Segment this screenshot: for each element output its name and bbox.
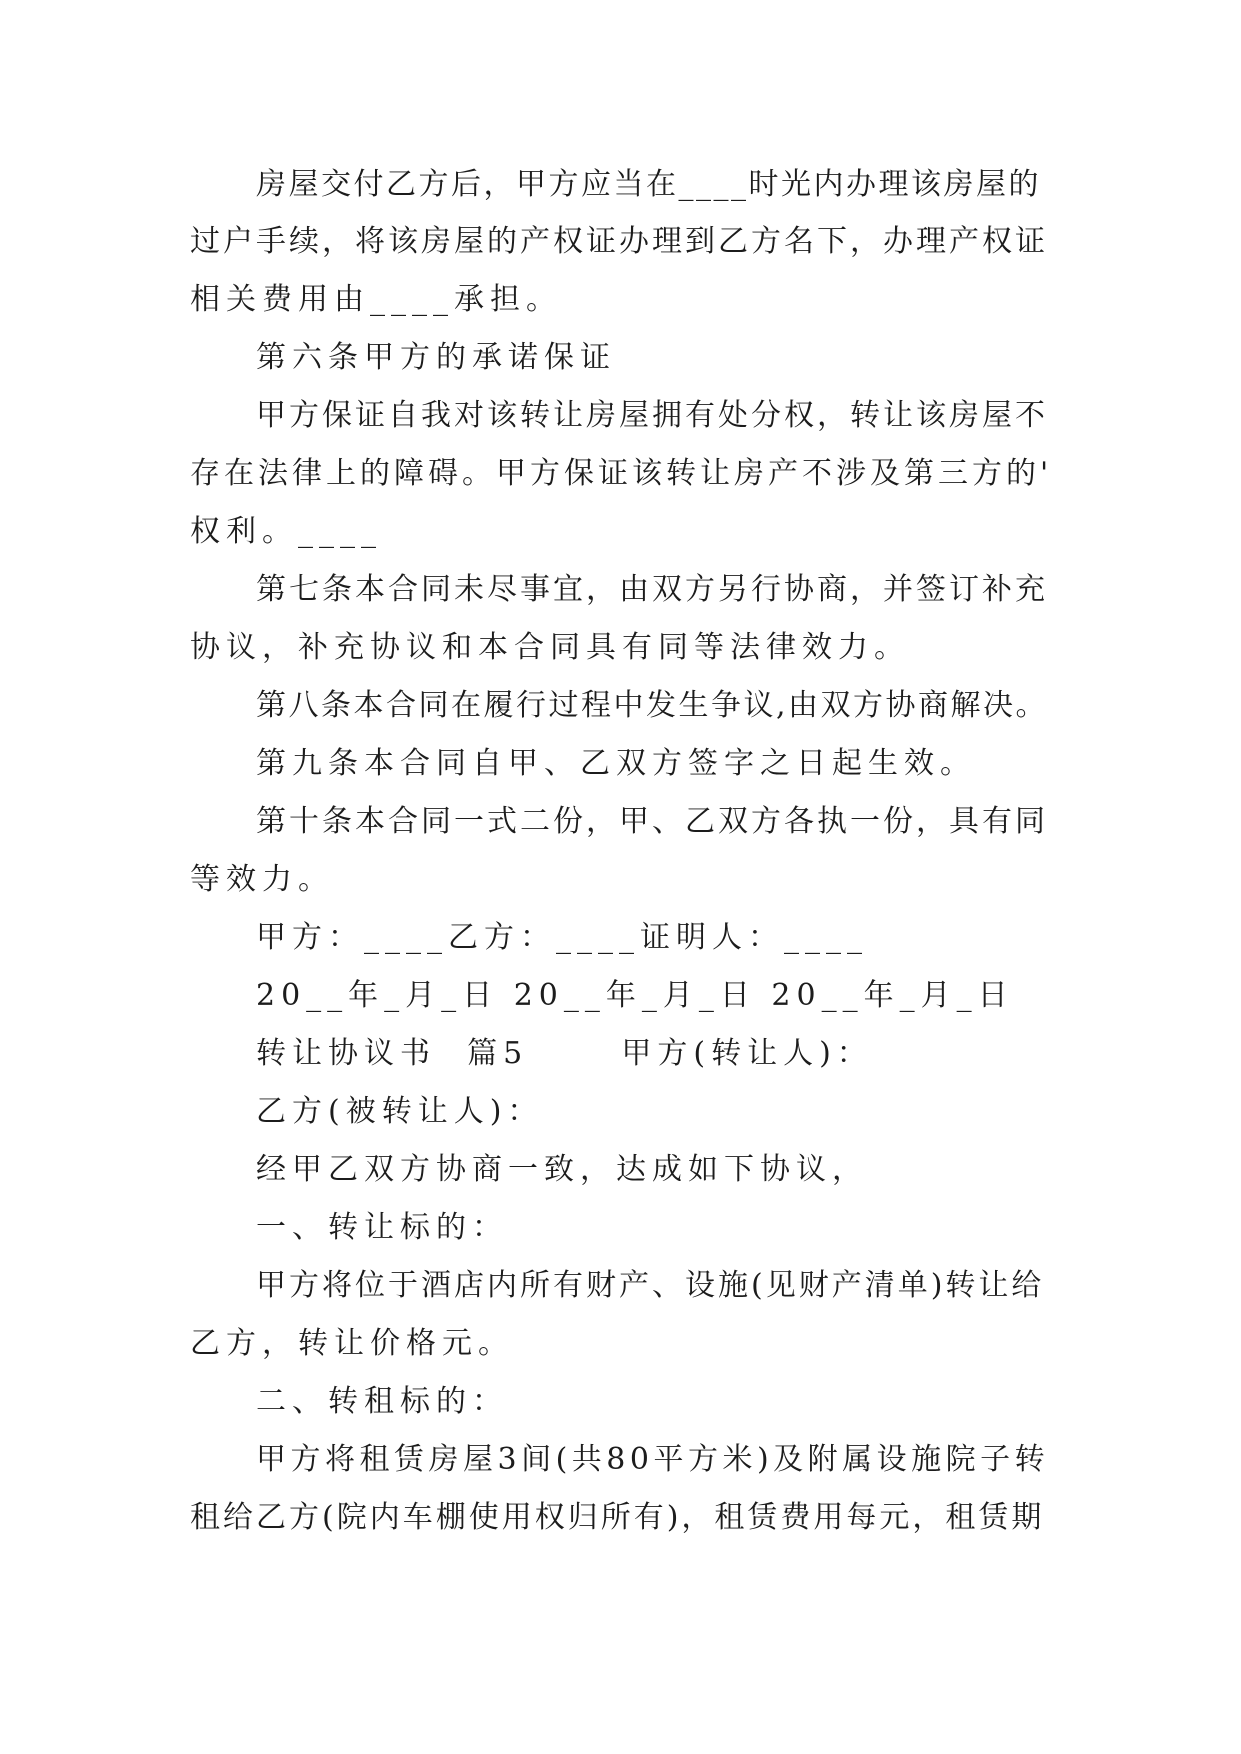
- paragraph-line: 第七条本合同未尽事宜，由双方另行协商，并签订补充: [256, 572, 1048, 607]
- paragraph-line: 甲方保证自我对该转让房屋拥有处分权，转让该房屋不: [256, 398, 1048, 433]
- paragraph-line: 甲方将租赁房屋3间(共80平方米)及附属设施院子转: [256, 1442, 1050, 1477]
- paragraph-line: 乙方(被转让人)：: [256, 1094, 544, 1129]
- paragraph-line: 过户手续，将该房屋的产权证办理到乙方名下，办理产权证: [190, 224, 1048, 259]
- paragraph-line: 租给乙方(院内车棚使用权归所有)，租赁费用每元，租赁期: [190, 1500, 1045, 1535]
- paragraph-line: 经甲乙双方协商一致，达成如下协议，: [256, 1152, 868, 1187]
- section-heading: 转让协议书 篇5 甲方(转让人)：: [256, 1036, 873, 1071]
- paragraph-line: 乙方，转让价格元。: [190, 1326, 514, 1361]
- section-heading: 二、转租标的：: [256, 1384, 508, 1419]
- paragraph-line: 协议，补充协议和本合同具有同等法律效力。: [190, 630, 910, 665]
- paragraph-line: 第十条本合同一式二份，甲、乙双方各执一份，具有同: [256, 804, 1048, 839]
- paragraph-line: 存在法律上的障碍。甲方保证该转让房产不涉及第三方的': [190, 456, 1053, 491]
- paragraph-line: 第八条本合同在履行过程中发生争议,由双方协商解决。: [256, 688, 1049, 723]
- section-heading: 第六条甲方的承诺保证: [256, 340, 616, 375]
- paragraph-line: 房屋交付乙方后，甲方应当在____时光内办理该房屋的: [256, 167, 1041, 202]
- paragraph-line: 甲方将位于酒店内所有财产、设施(见财产清单)转让给: [256, 1268, 1045, 1303]
- paragraph-line: 等效力。: [190, 862, 334, 897]
- signature-line: 甲方：____乙方：____证明人：____: [256, 920, 868, 955]
- paragraph-line: 权利。____: [190, 514, 382, 549]
- date-line: 20__年_月_日 20__年_月_日 20__年_月_日: [256, 978, 1014, 1013]
- paragraph-line: 相关费用由____承担。: [190, 282, 562, 317]
- section-heading: 一、转让标的：: [256, 1210, 508, 1245]
- paragraph-line: 第九条本合同自甲、乙双方签字之日起生效。: [256, 746, 976, 781]
